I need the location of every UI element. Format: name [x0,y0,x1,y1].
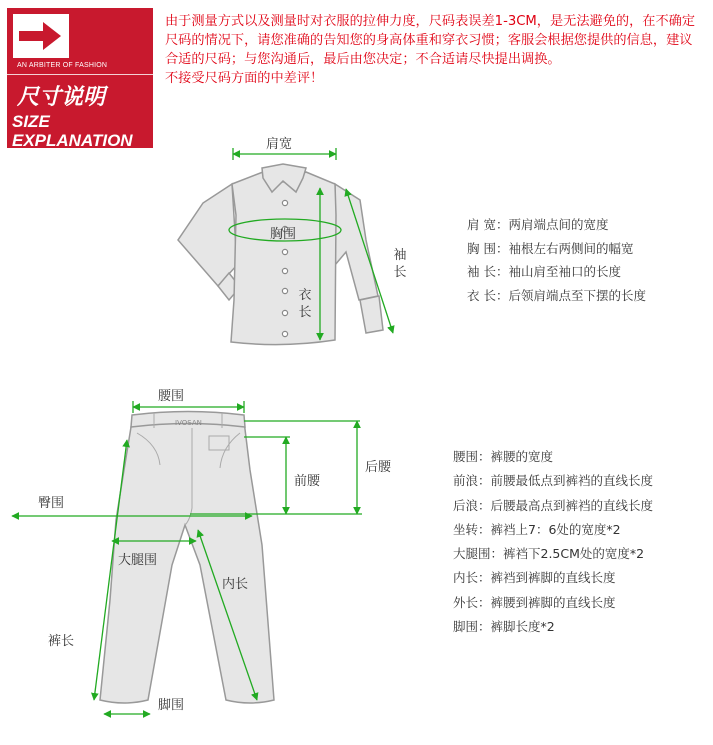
shirt-button [282,268,287,273]
label-outseam: 裤长 [48,634,75,649]
legend-row: 坐转：裤裆上7：6处的宽度*2 [453,521,621,537]
label-length: 衣长 [298,288,312,320]
label-hip: 臀围 [38,496,65,511]
legend-row: 后浪：后腰最高点到裤裆的直线长度 [453,497,654,513]
badge-title-en-line1: SIZE [12,112,50,131]
shirt-button [282,310,287,315]
notice-line: 不接受尺码方面的中差评！ [165,71,324,86]
label-sleeve: 袖长 [393,248,407,280]
shirt-button [282,331,287,336]
legend-row: 内长：裤裆到裤脚的直线长度 [453,570,616,586]
label-thigh: 大腿围 [118,553,158,568]
badge-title-cn: 尺寸说明 [17,85,106,110]
label-shoulder: 肩宽 [266,137,293,152]
legend-row: 脚围：裤脚长度*2 [453,619,555,635]
shirt-button [282,200,287,205]
legend-row: 胸 围：袖根左右两侧间的幅宽 [467,240,634,256]
shirt-drawing [178,164,383,345]
legend-row: 腰围：裤腰的宽度 [453,449,554,464]
legend-row: 袖 长：袖山肩至袖口的长度 [467,264,621,279]
shirt-left-sleeve [178,184,237,286]
notice-line: 由于测量方式以及测量时对衣服的拉伸力度，尺码表误差1-3CM，是无法避免的，在不确定尺码的情况下，请您准确的告知您的身高体重和穿衣习惯；客服会根据您提供的信息，建议合适的尺码；与您沟通后，最后由您决定；不合适请尽快提出调换。 [165,14,696,67]
shirt-right-sleeve [335,184,378,300]
label-waist: 腰围 [158,389,185,404]
pants-logo: IVOSAN [175,419,202,427]
label-hem: 脚围 [158,698,185,713]
shirt-legend [467,215,646,309]
legend-row: 衣 长：后领肩端点至下摆的长度 [467,287,646,303]
label-front-rise: 前腰 [294,474,321,489]
legend-row: 前浪：前腰最低点到裤裆的直线长度 [453,473,654,489]
legend-row: 外长：裤腰到裤脚的直线长度 [453,594,616,610]
badge-title-en-line2: EXPLANATION [12,131,133,150]
shirt-button [282,288,287,293]
pants-legend [453,447,653,641]
label-inseam: 内长 [222,577,249,592]
shirt-right-cuff [360,296,383,333]
legend-row: 大腿围：裤裆下2.5CM处的宽度*2 [453,546,645,562]
shirt-button [282,249,287,254]
legend-row: 肩 宽：两肩端点间的宽度 [467,217,609,232]
label-back-rise: 后腰 [365,460,392,475]
label-chest: 胸围 [270,227,297,242]
badge-tagline: AN ARBITER OF FASHION [17,62,108,69]
